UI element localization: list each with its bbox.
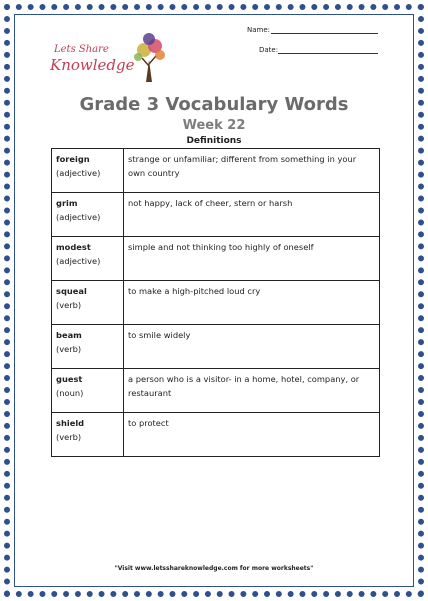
name-label: Name:	[247, 26, 271, 34]
word-cell	[52, 281, 124, 325]
vocab-word: shield	[56, 418, 85, 428]
vocab-word: grim	[56, 198, 78, 208]
definition-cell: simple and not thinking too highly of oneself	[124, 237, 380, 281]
page-title: Grade 3 Vocabulary Words	[79, 94, 349, 115]
table-row	[52, 193, 380, 237]
vocab-word: squeal	[56, 286, 87, 296]
table-row	[52, 149, 380, 193]
vocab-word: beam	[56, 330, 82, 340]
vocabulary-table	[51, 148, 380, 457]
vocab-word: foreign	[56, 154, 90, 164]
svg-text:Lets Share: Lets Share	[54, 44, 109, 55]
definition-cell: a person who is a visitor- in a home, hotel, company, or restaurant	[124, 369, 380, 413]
date-label: Date:	[259, 46, 279, 54]
date-write-line[interactable]	[278, 53, 378, 54]
definition-cell: to smile widely	[124, 325, 380, 369]
table-row	[52, 281, 380, 325]
definition-cell: strange or unfamiliar; different from something in your own country	[124, 149, 380, 193]
footer-note: "Visit www.letsshareknowledge.com for more worksheets"	[114, 565, 314, 572]
table-row	[52, 237, 380, 281]
definition-cell: not happy, lack of cheer, stern or harsh	[124, 193, 380, 237]
word-cell	[52, 237, 124, 281]
definition-cell: to protect	[124, 413, 380, 457]
part-of-speech: (adjective)	[56, 256, 101, 266]
name-write-line[interactable]	[271, 33, 378, 34]
svg-text:Knowledge: Knowledge	[50, 56, 135, 74]
table-row	[52, 413, 380, 457]
part-of-speech: (verb)	[56, 432, 82, 442]
word-cell	[52, 369, 124, 413]
vocab-word: modest	[56, 242, 91, 252]
table-row	[52, 325, 380, 369]
logo	[48, 30, 173, 86]
vocab-word: guest	[56, 374, 83, 384]
word-cell	[52, 413, 124, 457]
section-label: Definitions	[186, 136, 242, 146]
week-subtitle: Week 22	[182, 118, 246, 133]
definition-cell: to make a high-pitched loud cry	[124, 281, 380, 325]
table-row	[52, 369, 380, 413]
word-cell	[52, 325, 124, 369]
word-cell	[52, 149, 124, 193]
part-of-speech: (adjective)	[56, 212, 101, 222]
part-of-speech: (adjective)	[56, 168, 101, 178]
logo-graphic	[48, 30, 173, 86]
part-of-speech: (verb)	[56, 300, 82, 310]
part-of-speech: (verb)	[56, 344, 82, 354]
word-cell	[52, 193, 124, 237]
part-of-speech: (noun)	[56, 388, 84, 398]
